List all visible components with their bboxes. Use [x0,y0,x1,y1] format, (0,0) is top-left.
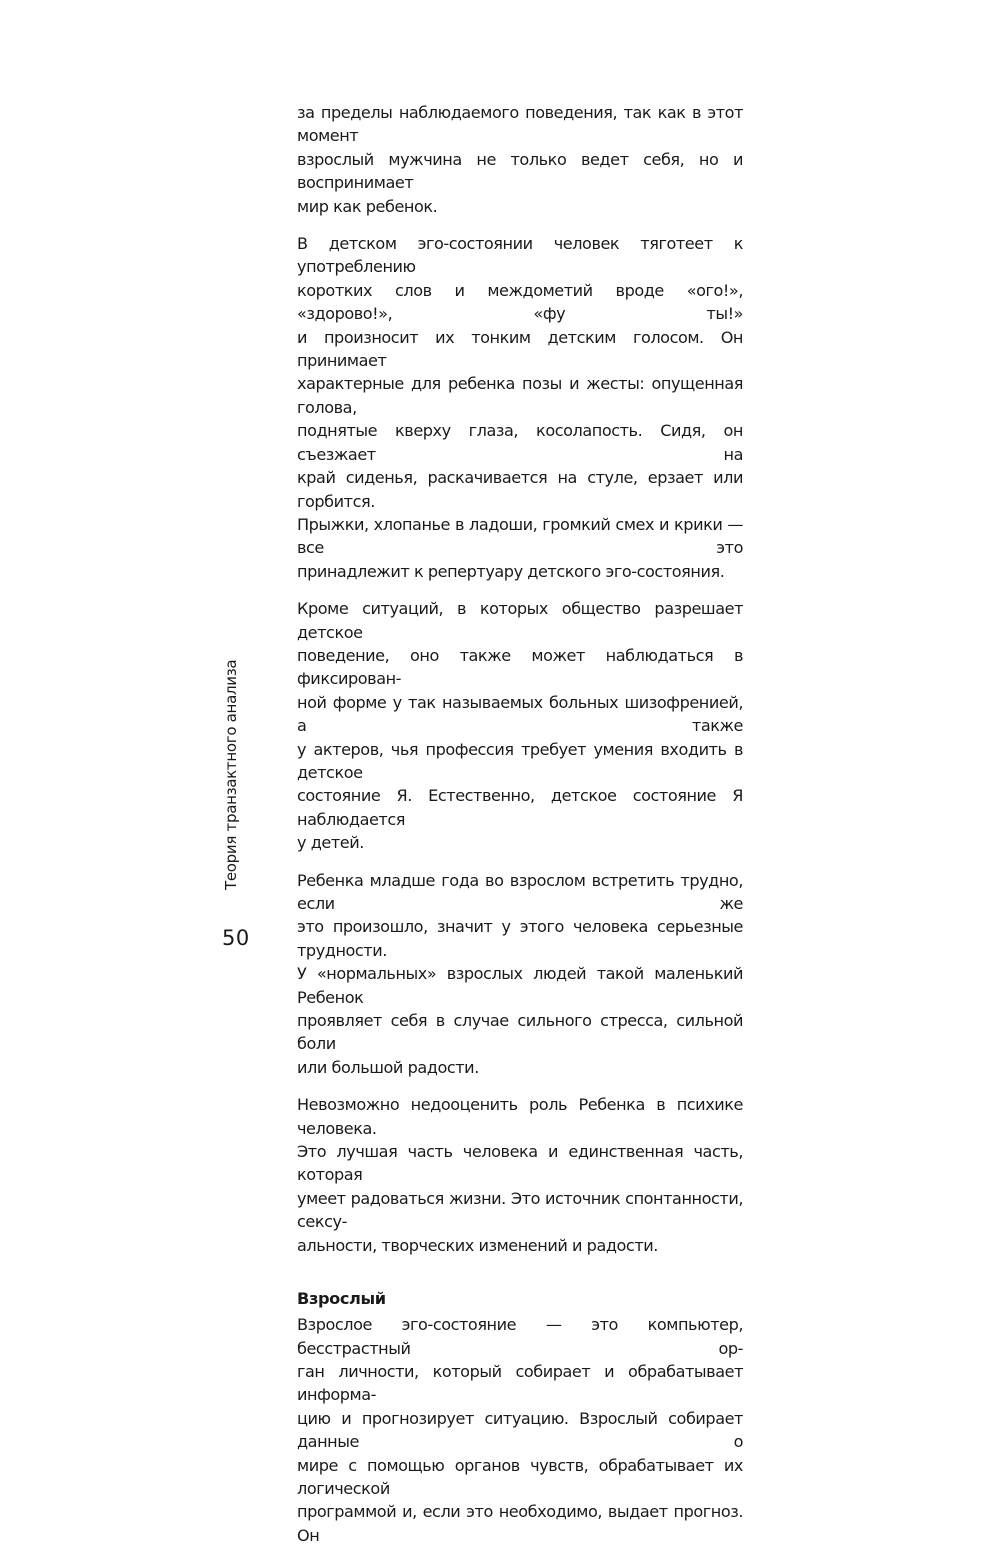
paragraph [297,597,743,854]
text-line: Невозможно недооценить роль Ребенка в психике человека. [297,1095,743,1138]
text-line: поведение, оно также может наблюдаться в фиксирован- [297,645,743,689]
running-title: Теория транзактного анализа [222,659,240,890]
text-line: цию и прогнозирует ситуацию. Взрослый собирает данные о [297,1408,743,1452]
text-line: это произошло, значит у этого человека серьезные трудности. [297,917,743,960]
text-line: умеет радоваться жизни. Это источник спонтанности, сексу- [297,1188,743,1232]
paragraph [297,232,743,583]
text-line: край сиденья, раскачивается на стуле, ерзает или горбится. [297,468,743,511]
text-line: У «нормальных» взрослых людей такой маленький Ребенок [297,964,743,1007]
body-text [297,101,743,1561]
text-line: взрослый мужчина не только ведет себя, но и воспринимает [297,149,743,193]
text-line: состояние Я. Естественно, детское состояние Я наблюдается [297,786,743,829]
text-line: Ребенка младше года во взрослом встретить трудно, если же [297,870,743,913]
text-line: мире с помощью органов чувств, обрабатывает их логической [297,1455,743,1498]
text-line: Прыжки, хлопанье в ладоши, громкий смех и крики — все это [297,514,743,558]
text-line: ной форме у так называемых больных шизофренией, а также [297,692,743,736]
text-line: принадлежит к репертуару детского эго-состояния. [297,561,725,581]
text-line: у актеров, чья профессия требует умения входить в детское [297,739,743,782]
page-number: 50 [222,926,250,950]
paragraph [297,101,743,218]
text-line: Взрослое эго-состояние — это компьютер, бесстрастный ор- [297,1315,743,1358]
text-line: В детском эго-состоянии человек тяготеет к употреблению [297,234,743,277]
text-line: за пределы наблюдаемого поведения, так как в этот момент [297,103,743,146]
text-line: коротких слов и междометий вроде «ого!», «здорово!», «фу ты!» [297,280,743,324]
text-line: и произносит их тонким детским голосом. Он принимает [297,327,743,371]
text-line: Это лучшая часть человека и единственная часть, которая [297,1142,743,1185]
section-heading: Взрослый [297,1289,386,1309]
paragraph [297,1313,743,1547]
paragraph [297,1093,743,1257]
paragraph [297,869,743,1080]
text-line: ган личности, который собирает и обрабатывает информа- [297,1361,743,1405]
text-line: Кроме ситуаций, в которых общество разрешает детское [297,599,743,642]
text-line: поднятые кверху глаза, косолапость. Сидя, он съезжает на [297,421,743,464]
text-line: проявляет себя в случае сильного стресса, сильной боли [297,1011,743,1054]
text-line: альности, творческих изменений и радости. [297,1235,658,1255]
text-line: у детей. [297,833,364,853]
text-line: программой и, если это необходимо, выдает прогноз. Он [297,1502,743,1545]
text-line: или большой радости. [297,1057,479,1077]
text-line: характерные для ребенка позы и жесты: опущенная голова, [297,374,743,417]
text-line: мир как ребенок. [297,196,438,216]
